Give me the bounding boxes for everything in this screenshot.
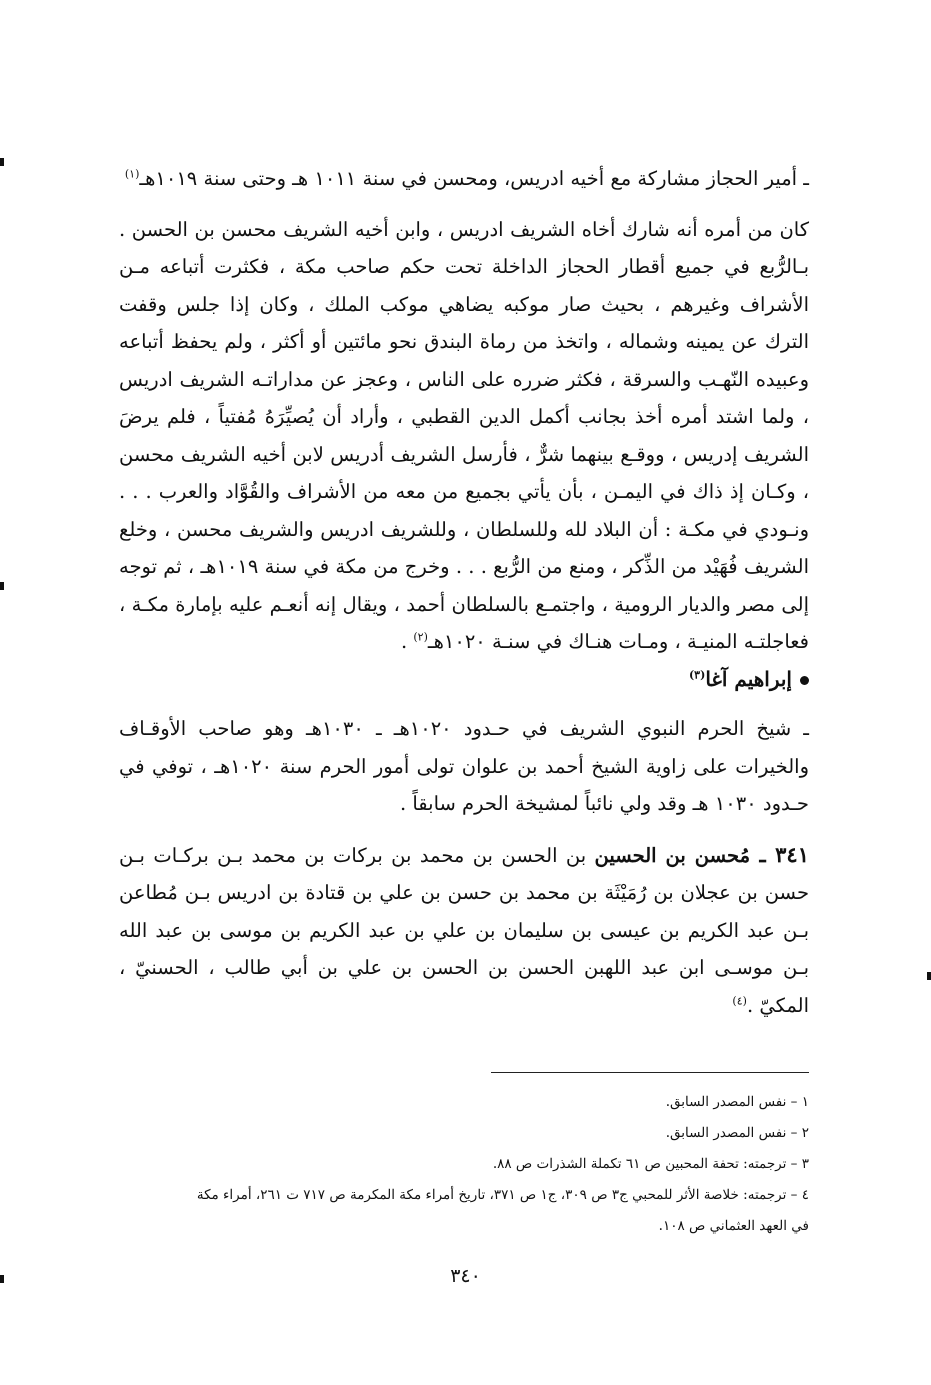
- scan-mark-left-middle: [0, 582, 4, 590]
- entry-dash: ـ: [750, 841, 776, 867]
- paragraph-intro: [119, 160, 809, 198]
- entry-text: بن الحسن بن محمد بن بركات بن محمد بـن بركـات بـن حسن بن عجلان بن رُمَيْثَة بن محمد بن حسن بن علي بن قتادة بن ادريس بـن مُطاعن بـن عبد الكريم بن عيسى بن سليمان بن علي بن عبد الكريم بن موسى بن عبد الله بـن موسـى ابن عبد اللهبن الحسن بن الحسن بن علي بن أبي طالب ، الحسنيّ ، المكيّ .: [119, 843, 809, 1017]
- section-heading-title: إبراهيم آغا: [705, 666, 792, 691]
- scan-mark-left-top: [0, 158, 4, 166]
- footnote-2: ٢ – نفس المصدر السابق.: [665, 1125, 809, 1141]
- paragraph-biography: [119, 211, 809, 661]
- scan-mark-left-bottom: [0, 1275, 4, 1283]
- footnote-separator: [491, 1072, 809, 1073]
- paragraph-biography-end: .: [400, 630, 414, 653]
- page-number: ٣٤٠: [450, 1265, 481, 1287]
- section-heading: [119, 661, 809, 699]
- scan-mark-right: [927, 972, 931, 980]
- footnote-1: ١ – نفس المصدر السابق.: [665, 1094, 809, 1110]
- footnote-ref-4: (٤): [732, 994, 747, 1007]
- bullet-icon: [800, 676, 809, 685]
- footnote-ref-1: (١): [124, 167, 140, 181]
- paragraph-biography-text: كان من أمره أنه شارك أخاه الشريف ادريس ، وابن أخيه الشريف محسن بن الحسن . بـالرُّبع في جميع أقطار الحجاز الداخلة تحت حكم صاحب مكة ، فكثرت أتباعه مـن الأشراف وغيرهم ، بحيث صار موكبه يضاهي موكب الملك ، وكان إذا جلس وقفت الترك عن يمينه وشماله ، واتخذ من رماة البندق نحو مائتين أو أكثر ، ولم يحفظ أتباعه وعبيده النّهـب والسرقة ، فكثر ضرره على الناس ، وعجز عن مداراتـه الشريف ادريس ، ولما اشتد أمره أخذ بجانب أكمل الدين القطبي ، وأراد أن يُصيِّرَهُ مُفتياً ، فلم يرضَ الشريف إدريس ، ووقـع بينهما شرٌّ ، فأرسل الشريف أدريس لابن أخيه الشريف محسن ، وكـان إذ ذاك في اليمـن ، بأن يأتي بجميع من معه من الأشراف والقُوَّاد والعرب . . . ونـودي في مكـة : أن البلاد لله وللسلطان ، وللشريف ادريس والشريف محسن ، وخلع الشريف فُهَيْد من الذِّكر ، ومنع من الرُّبع . . . وخرج من مكة في سنة ١٠١٩هـ ، ثم توجه إلى مصر والديار الرومية ، واجتمـع بالسلطان أحمد ، ويقال إنه أنعـم عليه بإمارة مكـة ، فعاجلتـه المنيـة ، ومـات هنـاك في سنـة ١٠٢٠هـ: [119, 217, 809, 653]
- footnotes: [119, 1087, 809, 1242]
- footnote-3: ٣ – ترجمته: تحفة المحبين ص ٦١ تكملة الشذرات ص ٨٨.: [492, 1156, 809, 1172]
- paragraph-intro-text: ـ أمير الحجاز مشاركة مع أخيه ادريس، ومحسن في سنة ١٠١١ هـ وحتى سنة ١٠١٩هـ: [139, 167, 809, 190]
- footnote-4: ٤ – ترجمته: خلاصة الأثر للمحبي ج٣ ص ٣٠٩، ج١ ص ٣٧١، تاريخ أمراء مكة المكرمة ص ٧١٧ ت ٢٦١، أمراء مكة: [196, 1187, 809, 1203]
- footnote-4-continued: في العهد العثماني ص ١٠٨.: [658, 1218, 809, 1234]
- paragraph-ibrahim-text: ـ شيخ الحرم النبوي الشريف في حـدود ١٠٢٠هـ ـ ١٠٣٠هـ وهو صاحب الأوقـاف والخيرات على زاوية الشيخ أحمد بن علوان تولى أمور الحرم سنة ١٠٢٠هـ ، توفي في حـدود ١٠٣٠ هـ وقد ولي نائباً لمشيخة الحرم سابقاً .: [119, 717, 809, 815]
- paragraph-ibrahim: [119, 710, 809, 823]
- entry-341: [119, 836, 809, 1025]
- footnote-ref-3: (٣): [688, 667, 706, 681]
- main-text: [119, 160, 809, 1024]
- entry-number: ٣٤١: [775, 841, 809, 867]
- entry-name: مُحسن بن الحسين: [594, 843, 751, 867]
- footnote-ref-2: (٢): [413, 630, 428, 644]
